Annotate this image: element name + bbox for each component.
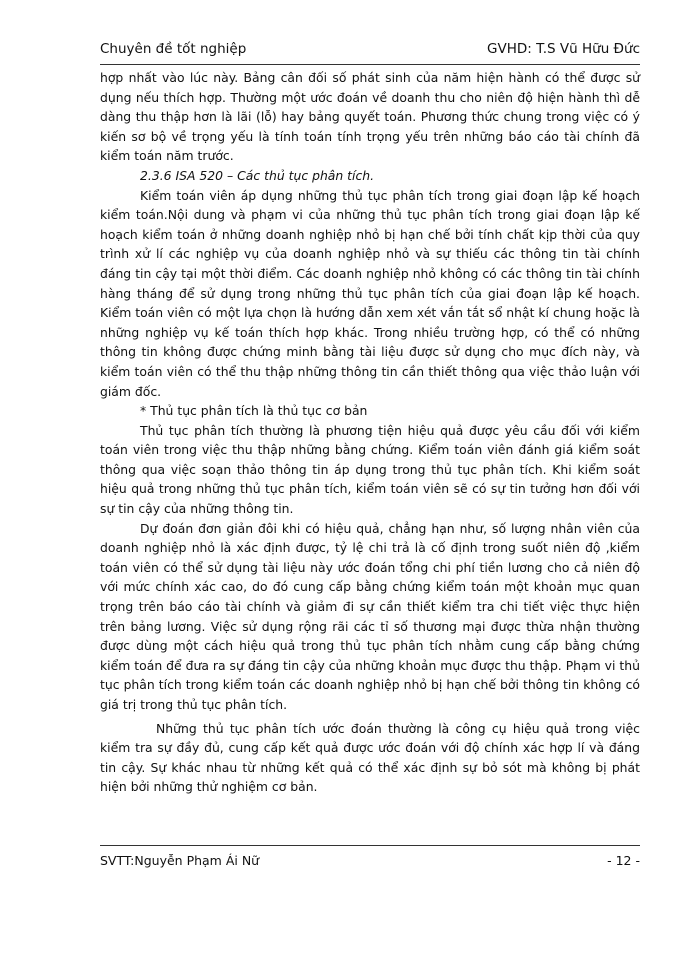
page-number: - 12 - (607, 853, 640, 868)
footer-divider (100, 845, 640, 846)
header-supervisor: GVHD: T.S Vũ Hữu Đức (487, 41, 640, 57)
footer-student: SVTT:Nguyễn Phạm Ái Nữ (100, 853, 260, 868)
paragraph-analytical-procedures: Kiểm toán viên áp dụng những thủ tục phân tích trong giai đoạn lập kế hoạch kiểm toán.Nội dung và phạm vi của những thủ tục phân tích trong giai đoạn lập kế hoạch kiểm toán ở những doanh nghiệp nhỏ bị hạn chế bởi tính chất kịp thời của quy trình xử lí các nghiệp vụ của doanh nghiệp nhỏ và sự thiếu các thông tin tài chính đáng tin cậy tại một thời điểm. Các doanh nghiệp nhỏ không có các thông tin tài chính hàng tháng để sử dụng trong những thủ tục phân tích của giai đoạn lập kế hoạch. Kiểm toán viên có một lựa chọn là hướng dẫn xem xét vắn tắt sổ nhật kí chung hoặc là những nghiệp vụ kế toán thích hợp khác. Trong nhiều trường hợp, có thể có những thông tin không được chứng minh bằng tài liệu được sử dụng cho mục đích này, và kiểm toán viên có thể thu thập những thông tin cần thiết thông qua việc thảo luận với giám đốc. (100, 187, 640, 399)
header-title: Chuyên đề tốt nghiệp (100, 41, 247, 57)
bullet-heading: * Thủ tục phân tích là thủ tục cơ bản (140, 403, 368, 419)
paragraph-simple-predictions: Dự đoán đơn giản đôi khi có hiệu quả, chẳng hạn như, số lượng nhân viên của doanh nghiệp nhỏ là xác định được, tỷ lệ chi trả là cố định trong suốt niên độ ,kiểm toán viên có thể sử dụng tài liệu này ước đoán tổng chi phí tiền lương cho cả niên độ với mức chính xác cao, do đó cung cấp bằng chứng kiểm toán một khoản mục quan trọng trên báo cáo tài chính và giảm đi sự cần thiết kiểm tra chi tiết việc thực hiện trên bảng lương. Việc sử dụng rộng rãi các tỉ số thương mại được thừa nhận thường được dùng một cách hiệu quả trong thủ tục phân tích nhằm cung cấp bằng chứng kiểm toán để đưa ra sự đáng tin cậy của những khoản mục được thu thập. Phạm vi thủ tục phân tích trong kiểm toán các doanh nghiệp nhỏ bị hạn chế bởi thông tin không có giá trị trong thủ tục phân tích. (100, 520, 640, 712)
paragraph-predictive-procedures: Những thủ tục phân tích ước đoán thường là công cụ hiệu quả trong việc kiểm tra sự đầy đủ, cung cấp kết quả được ước đoán với độ chính xác hợp lí và đáng tin cậy. Sự khác nhau từ những kết quả có thể xác định sự bỏ sót mà không bị phát hiện bởi những thử nghiệm cơ bản. (100, 720, 640, 795)
paragraph-materiality: hợp nhất vào lúc này. Bảng cân đối số phát sinh của năm hiện hành có thể được sử dụng nếu thích hợp. Thường một ước đoán về doanh thu cho niên độ hiện hành thì dễ dàng thu thập hơn là lãi (lỗ) hay bảng quyết toán. Phương thức chung trong việc có ý kiến sơ bộ về trọng yếu là tính toán tính trọng yếu trên những báo cáo tài chính đã kiểm toán năm trước. (100, 70, 640, 164)
page-header (100, 40, 640, 58)
section-heading: 2.3.6 ISA 520 – Các thủ tục phân tích. (140, 167, 375, 183)
document-body (100, 68, 640, 797)
header-divider (100, 64, 640, 65)
page-footer (100, 852, 640, 870)
paragraph-substantive-procedures: Thủ tục phân tích thường là phương tiện hiệu quả được yêu cầu đối với kiểm toán viên trong việc thu thập những bằng chứng. Kiểm toán viên đánh giá kiểm soát thông qua việc soạn thảo thông tin áp dụng trong thủ tục phân tích. Khi kiểm soát hiệu quả trong những thủ tục phân tích, kiểm toán viên sẽ có sự tin tưởng hơn đối với sự tin cậy của những thông tin. (100, 422, 640, 517)
